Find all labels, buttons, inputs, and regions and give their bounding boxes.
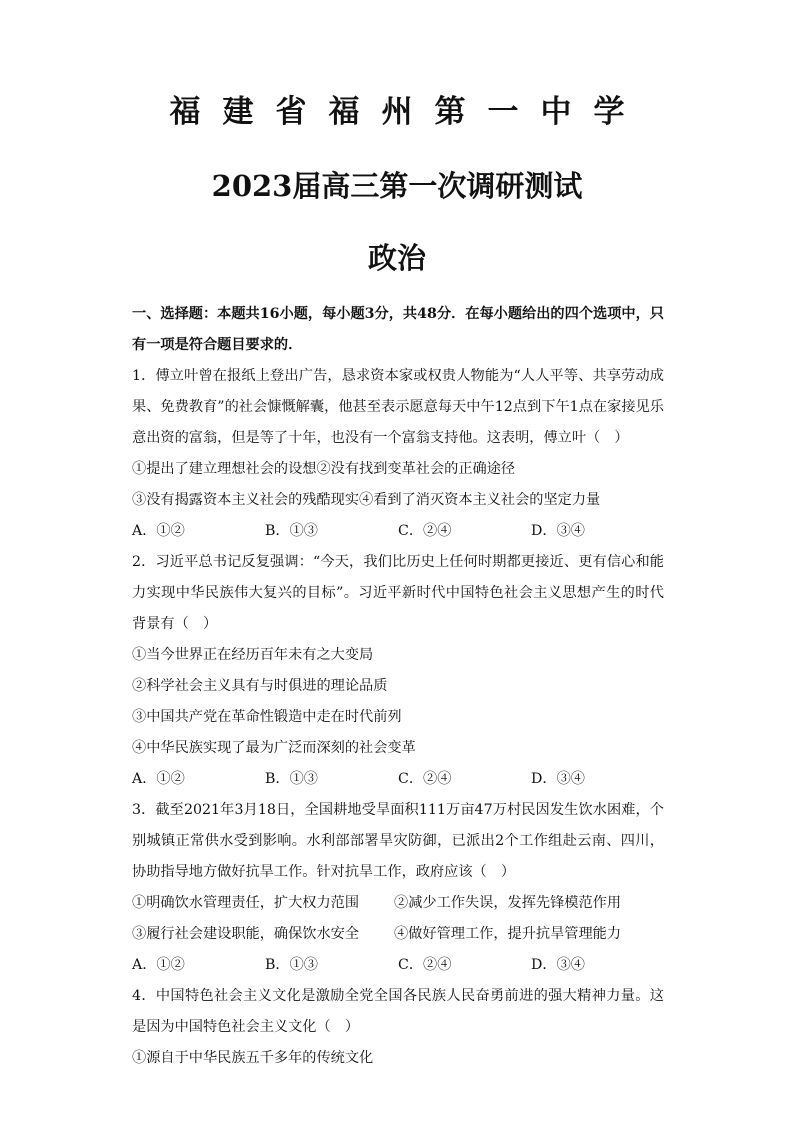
statement: ④中华民族实现了最为广泛而深刻的社会变革 <box>132 740 416 756</box>
option-d: D．③④ <box>531 523 585 539</box>
question-stem: 2．习近平总书记反复强调：“今天，我们比历史上任何时期都更接近、更有信心和能力实现中华民族伟大复兴的目标”。习近平新时代中国特色社会主义思想产生的时代背景有（ ） <box>132 554 664 632</box>
statement: ③中国共产党在革命性锻造中走在时代前列 <box>132 709 402 725</box>
statement: ①当今世界正在经历百年未有之大变局 <box>132 647 374 663</box>
question-stem: 1．傅立叶曾在报纸上登出广告，恳求资本家或权贵人物能为“人人平等、共享劳动成果、免费教育”的社会慷慨解囊，他甚至表示愿意每天中午12点到下午1点在家接见乐意出资的富翁，但是等了十年，也没有一个富翁支持他。这表明，傅立叶（ ） <box>132 368 664 446</box>
statement: ①源自于中华民族五千多年的传统文化 <box>132 1050 374 1066</box>
question-4 <box>132 981 664 1074</box>
option-a: A．①② <box>132 523 185 539</box>
question-3 <box>132 795 664 981</box>
statement: ③没有揭露资本主义社会的残酷现实④看到了消灭资本主义社会的坚定力量 <box>132 492 601 508</box>
option-a: A．①② <box>132 771 185 787</box>
statement-row <box>132 919 664 950</box>
statement: ②减少工作失误，发挥先锋模范作用 <box>394 895 622 911</box>
statement: ③履行社会建设职能，确保饮水安全 <box>132 926 360 942</box>
question-stem: 3．截至2021年3月18日，全国耕地受旱面积111万亩47万村民因发生饮水困难，个别城镇正常供水受到影响。水利部部署旱灾防御，已派出2个工作组赴云南、四川，协助指导地方做好抗旱工作。针对抗旱工作，政府应该（ ） <box>132 802 664 880</box>
subject-title: 政治 <box>367 241 426 275</box>
option-c: C．②④ <box>398 771 452 787</box>
question-1 <box>132 361 664 547</box>
option-b: B．①③ <box>265 771 318 787</box>
statement-row <box>132 888 664 919</box>
statement: ②科学社会主义具有与时俱进的理论品质 <box>132 678 388 694</box>
question-content <box>132 299 664 1074</box>
option-a: A．①② <box>132 957 185 973</box>
option-b: B．①③ <box>265 957 318 973</box>
option-c: C．②④ <box>398 957 452 973</box>
question-stem: 4．中国特色社会主义文化是激励全党全国各民族人民奋勇前进的强大精神力量。这是因为中国特色社会主义文化（ ） <box>132 988 664 1035</box>
school-name: 福建省福州第一中学 <box>169 94 647 130</box>
option-d: D．③④ <box>531 957 585 973</box>
section-heading: 一、选择题：本题共16小题，每小题3分，共48分．在每小题给出的四个选项中，只有一项是符合题目要求的． <box>132 306 664 353</box>
option-c: C．②④ <box>398 523 452 539</box>
answer-options <box>132 764 664 795</box>
option-d: D．③④ <box>531 771 585 787</box>
option-b: B．①③ <box>265 523 318 539</box>
statement: ①提出了建立理想社会的设想②没有找到变革社会的正确途径 <box>132 461 516 477</box>
answer-options <box>132 516 664 547</box>
question-2 <box>132 547 664 795</box>
answer-options <box>132 950 664 981</box>
statement: ④做好管理工作，提升抗旱管理能力 <box>394 926 622 942</box>
exam-title: 2023届高三第一次调研测试 <box>211 169 583 203</box>
statement: ①明确饮水管理责任，扩大权力范围 <box>132 895 360 911</box>
